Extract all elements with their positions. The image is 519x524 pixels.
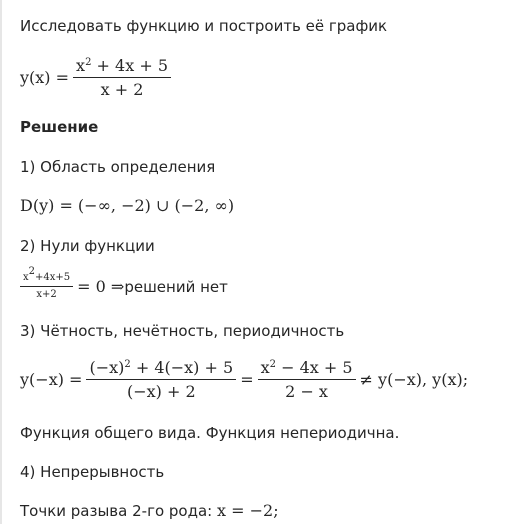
step4-title: 4) Непрерывность [20, 463, 165, 481]
zeros-fraction [20, 266, 73, 301]
discontinuity-math: x = −2; [217, 501, 279, 520]
solution-heading: Решение [20, 118, 99, 136]
parity-tail: ≠ y(−x), y(x); [359, 370, 469, 390]
parity-denominator-1: (−x) + 2 [126, 382, 196, 402]
parity-numerator-2: $x^2 - 4x + 5$ [258, 358, 356, 380]
discontinuity-line [20, 501, 279, 521]
parity-formula [20, 358, 468, 401]
parity-denominator-2: 2 − x [285, 382, 328, 402]
zeros-denominator: x+2 [36, 289, 57, 300]
discontinuity-text: Точки разыва 2-го рода: [20, 502, 213, 520]
step2-title: 2) Нули функции [20, 237, 155, 255]
parity-conclusion: Функция общего вида. Функция непериодична. [20, 424, 400, 442]
formula-lhs: y(x) = [20, 68, 70, 88]
parity-equals: = [240, 370, 254, 390]
parity-numerator-1: $(-x)^2 + 4(-x) + 5$ [86, 358, 236, 380]
zeros-formula [20, 266, 228, 301]
domain-formula: D(y) = (−∞, −2) ∪ (−2, ∞) [20, 196, 235, 215]
zeros-numerator: $x^2+4x+5$ [20, 272, 73, 287]
task-statement: Исследовать функцию и построить её график [20, 17, 388, 35]
left-divider [0, 0, 2, 524]
formula-denominator: x + 2 [100, 80, 144, 100]
formula-fraction [73, 56, 171, 99]
function-formula [20, 56, 175, 99]
zeros-equation: = 0 ⇒ [77, 277, 125, 296]
step1-title: 1) Область определения [20, 158, 216, 176]
parity-lhs: y(−x) = [20, 370, 83, 390]
zeros-result: решений нет [124, 277, 228, 296]
formula-numerator: $x^2 + 4x + 5$ [73, 56, 171, 78]
step3-title: 3) Чётность, нечётность, периодичность [20, 322, 345, 340]
parity-fraction-1 [86, 358, 236, 401]
parity-fraction-2 [258, 358, 356, 401]
